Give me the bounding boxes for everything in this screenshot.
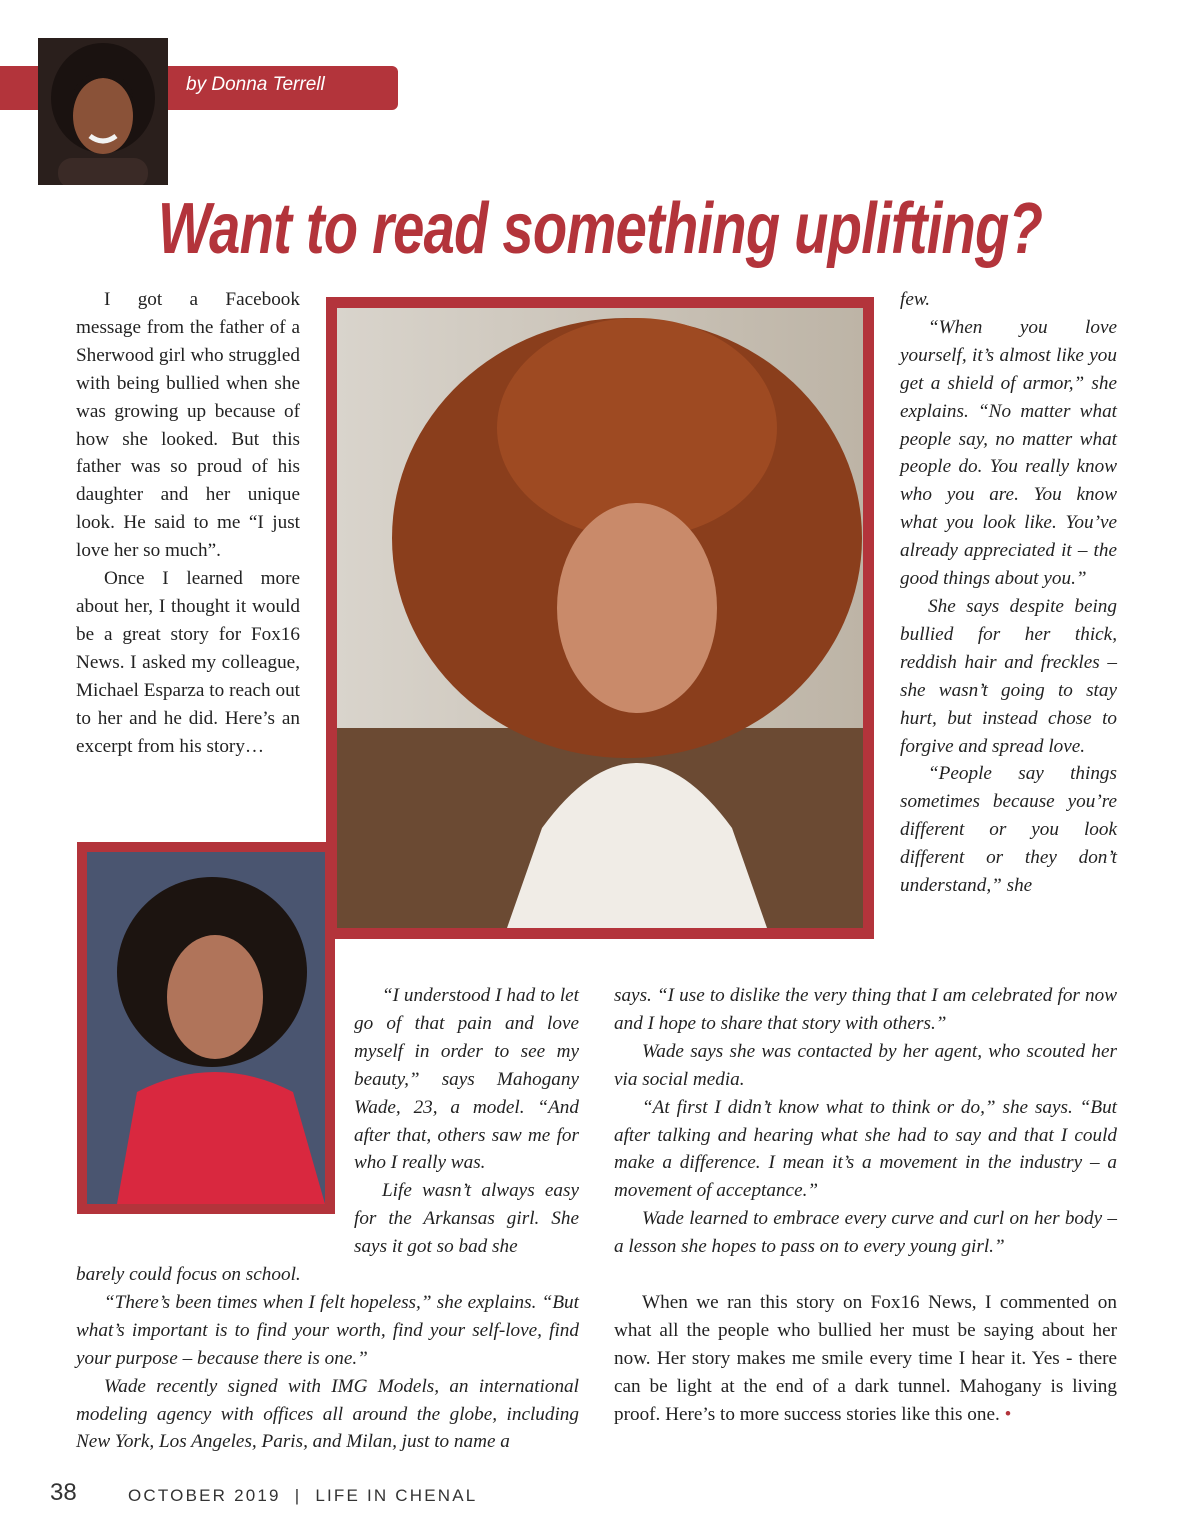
- middle-column-paragraph: Life wasn’t always easy for the Arkansas girl. She says it got so bad she: [354, 1180, 579, 1258]
- left-continuation: [76, 1261, 579, 1456]
- closing-text: When we ran this story on Fox16 News, I commented on what all the people who bullied her must be saying about her now. Her story makes me smile every time I hear it. Yes - there can be light at the end of a dark tunnel. Mahogany is living proof. Here’s to more success stories like this one.: [614, 1292, 1117, 1425]
- footer-issue: OCTOBER 2019: [128, 1486, 281, 1505]
- right-continuation-paragraph: Wade learned to embrace every curve and curl on her body – a lesson she hopes to pass on to every young girl.”: [614, 1208, 1117, 1258]
- right-column-paragraph: “When you love yourself, it’s almost like you get a shield of armor,” she explains. “No matter what people say, no matter what people do. You really know who you are. You know what you look like. You’ve already appreciated it – the good things about you.”: [900, 316, 1117, 590]
- left-continuation-paragraph: Wade recently signed with IMG Models, an international modeling agency with offices all around the globe, including New York, Los Angeles, Paris, and Milan, just to name a: [76, 1375, 579, 1453]
- right-continuation: [614, 982, 1117, 1261]
- intro-paragraph: I got a Facebook message from the father of a Sherwood girl who struggled with being bullied when she was growing up because of how she looked. But this father was so proud of his daughter and her unique look. He said to me “I just love her so much”.: [76, 289, 300, 562]
- middle-column-paragraph: “I understood I had to let go of that pain and love myself in order to see my beauty,” says Mahogany Wade, 23, a model. “And after that, others saw me for who I really was.: [354, 985, 579, 1174]
- intro-paragraph: Once I learned more about her, I thought it would be a great story for Fox16 News. I asked my colleague, Michael Esparza to reach out to her and he did. Here’s an excerpt from his story…: [76, 568, 300, 757]
- right-continuation-paragraph: Wade says she was contacted by her agent, who scouted her via social media.: [614, 1040, 1117, 1090]
- left-continuation-paragraph: “There’s been times when I felt hopeless,” she explains. “But what’s important is to find your worth, find your self-love, find your purpose – because there is one.”: [76, 1291, 579, 1369]
- page-number: 38: [50, 1479, 77, 1506]
- left-continuation-paragraph: barely could focus on school.: [76, 1264, 301, 1285]
- intro-column: [76, 286, 300, 760]
- right-column: [900, 286, 1117, 900]
- article-title: Want to read something uplifting?: [157, 189, 1043, 269]
- right-continuation-paragraph: says. “I use to dislike the very thing that I am celebrated for now and I hope to share that story with others.”: [614, 985, 1117, 1034]
- right-column-paragraph: “People say things sometimes because you’re different or you look different or they don’t understand,” she: [900, 763, 1117, 897]
- footer: [128, 1486, 477, 1506]
- right-continuation-paragraph: “At first I didn’t know what to think or do,” she says. “But after talking and hearing what she had to say and that I could make a difference. I mean it’s a movement in the industry – a movement of acceptance.”: [614, 1096, 1117, 1202]
- inset-photo: [87, 852, 325, 1204]
- middle-column: [354, 982, 579, 1261]
- right-column-paragraph: few.: [900, 289, 931, 310]
- byline: by Donna Terrell: [186, 74, 325, 95]
- end-mark: •: [1004, 1403, 1012, 1425]
- author-headshot: [38, 38, 168, 185]
- footer-separator: |: [294, 1486, 302, 1505]
- closing-column: [614, 1289, 1117, 1429]
- main-photo: [337, 308, 863, 928]
- right-column-paragraph: She says despite being bullied for her thick, reddish hair and freckles – she wasn’t going to stay hurt, but instead chose to forgive and spread love.: [900, 595, 1117, 757]
- closing-paragraph: [614, 1289, 1117, 1429]
- footer-publication: LIFE IN CHENAL: [315, 1486, 478, 1505]
